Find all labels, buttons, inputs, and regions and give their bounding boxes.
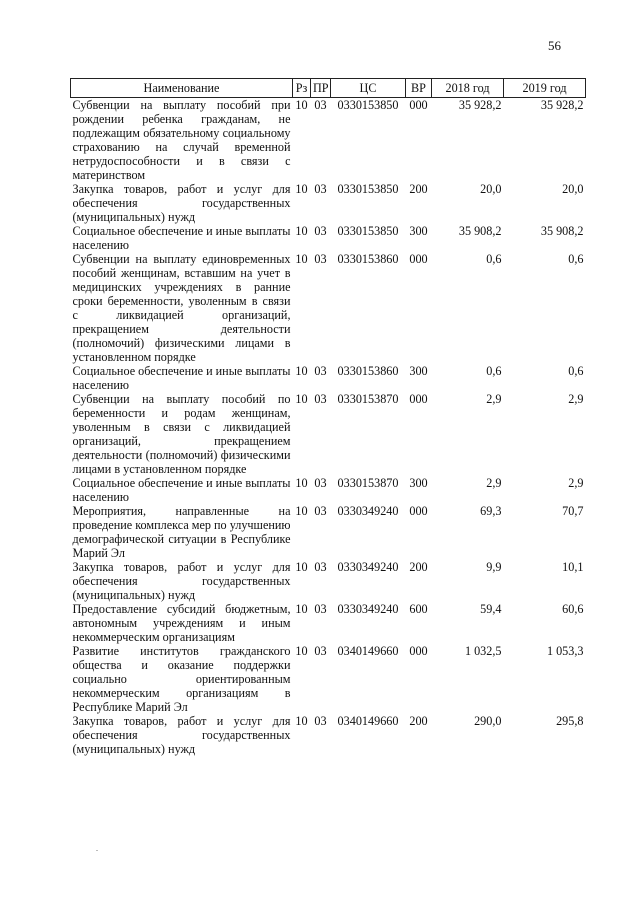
cell-vr: 200 xyxy=(409,560,428,574)
cell-rz: 10 xyxy=(295,714,308,728)
cell-pr: 03 xyxy=(314,252,327,266)
cell-pr: 03 xyxy=(314,224,327,238)
cell-cs: 0330153860 xyxy=(337,364,399,378)
header-rz: Рз xyxy=(293,79,311,98)
cell-y2018: 35 908,2 xyxy=(458,224,502,238)
table-row xyxy=(71,182,586,224)
cell-cs: 0330153850 xyxy=(337,98,399,112)
cell-cs: 0330153870 xyxy=(337,476,399,490)
cell-y2019: 0,6 xyxy=(568,252,584,266)
cell-pr: 03 xyxy=(314,182,327,196)
cell-vr: 600 xyxy=(409,602,428,616)
cell-vr: 000 xyxy=(409,392,428,406)
cell-name: Социальное обеспечение и иные выплаты населению xyxy=(72,224,291,252)
cell-pr: 03 xyxy=(314,644,327,658)
cell-y2019: 70,7 xyxy=(562,504,584,518)
cell-y2018: 69,3 xyxy=(480,504,502,518)
header-vr: ВР xyxy=(406,79,432,98)
cell-y2018: 1 032,5 xyxy=(464,644,502,658)
table-row xyxy=(71,224,586,252)
cell-y2018: 20,0 xyxy=(480,182,502,196)
cell-pr: 03 xyxy=(314,392,327,406)
header-2018: 2018 год xyxy=(432,79,504,98)
table-row xyxy=(71,364,586,392)
table-row xyxy=(71,392,586,476)
cell-pr: 03 xyxy=(314,602,327,616)
scan-speck xyxy=(96,850,98,851)
cell-y2018: 290,0 xyxy=(474,714,502,728)
cell-name: Субвенции на выплату единовременных пособий женщинам, вставшим на учет в медицинских учреждениях в ранние сроки беременности, уволенным в связи с ликвидацией организаций, прекращением деятельности (полномочий) физическими лицами в установленном порядке xyxy=(72,252,291,364)
cell-y2019: 20,0 xyxy=(562,182,584,196)
header-name: Наименование xyxy=(71,79,293,98)
cell-name: Закупка товаров, работ и услуг для обеспечения государственных (муниципальных) нужд xyxy=(72,182,291,224)
cell-pr: 03 xyxy=(314,364,327,378)
cell-y2019: 10,1 xyxy=(562,560,584,574)
cell-y2019: 2,9 xyxy=(568,392,584,406)
cell-vr: 000 xyxy=(409,504,428,518)
header-pr: ПР xyxy=(311,79,331,98)
table-row xyxy=(71,476,586,504)
cell-y2018: 9,9 xyxy=(486,560,502,574)
cell-name: Закупка товаров, работ и услуг для обеспечения государственных (муниципальных) нужд xyxy=(72,714,291,756)
table-row xyxy=(71,504,586,560)
cell-rz: 10 xyxy=(295,504,308,518)
cell-rz: 10 xyxy=(295,476,308,490)
cell-cs: 0330349240 xyxy=(337,602,399,616)
table-row xyxy=(71,98,586,183)
cell-y2018: 0,6 xyxy=(486,252,502,266)
page-number: 56 xyxy=(548,38,561,53)
cell-name: Субвенции на выплату пособий при рождении ребенка гражданам, не подлежащим обязательному социальному страхованию на случай временной нетрудоспособности и в связи с материнством xyxy=(72,98,291,182)
cell-y2018: 2,9 xyxy=(486,392,502,406)
cell-cs: 0330153870 xyxy=(337,392,399,406)
cell-pr: 03 xyxy=(314,476,327,490)
cell-y2019: 2,9 xyxy=(568,476,584,490)
cell-rz: 10 xyxy=(295,98,308,112)
cell-name: Социальное обеспечение и иные выплаты населению xyxy=(72,476,291,504)
cell-vr: 300 xyxy=(409,476,428,490)
cell-vr: 000 xyxy=(409,644,428,658)
cell-name: Социальное обеспечение и иные выплаты населению xyxy=(72,364,291,392)
cell-name: Предоставление субсидий бюджетным, автономным учреждениям и иным некоммерческим организациям xyxy=(72,602,291,644)
table-row xyxy=(71,644,586,714)
cell-name: Субвенции на выплату пособий по беременности и родам женщинам, уволенным в связи с ликвидацией организаций, прекращением деятельности (полномочий) физическими лицами в установленном порядке xyxy=(72,392,291,476)
header-2019: 2019 год xyxy=(504,79,586,98)
cell-cs: 0330349240 xyxy=(337,560,399,574)
cell-y2019: 1 053,3 xyxy=(546,644,584,658)
cell-y2019: 35 928,2 xyxy=(540,98,584,112)
cell-y2018: 0,6 xyxy=(486,364,502,378)
cell-rz: 10 xyxy=(295,364,308,378)
cell-y2018: 59,4 xyxy=(480,602,502,616)
cell-y2019: 35 908,2 xyxy=(540,224,584,238)
cell-vr: 000 xyxy=(409,252,428,266)
cell-name: Закупка товаров, работ и услуг для обеспечения государственных (муниципальных) нужд xyxy=(72,560,291,602)
cell-rz: 10 xyxy=(295,560,308,574)
table-row xyxy=(71,560,586,602)
cell-vr: 300 xyxy=(409,224,428,238)
table-row xyxy=(71,602,586,644)
cell-vr: 200 xyxy=(409,714,428,728)
cell-name: Развитие институтов гражданского общества и оказание поддержки социально ориентированным некоммерческим организациям в Республике Марий Эл xyxy=(72,644,291,714)
cell-pr: 03 xyxy=(314,504,327,518)
cell-rz: 10 xyxy=(295,644,308,658)
table-header xyxy=(71,79,586,98)
cell-cs: 0340149660 xyxy=(337,714,399,728)
cell-y2018: 2,9 xyxy=(486,476,502,490)
cell-y2018: 35 928,2 xyxy=(458,98,502,112)
cell-cs: 0330153860 xyxy=(337,252,399,266)
cell-vr: 200 xyxy=(409,182,428,196)
cell-rz: 10 xyxy=(295,224,308,238)
table-body xyxy=(71,98,586,757)
header-cs: ЦС xyxy=(331,79,406,98)
cell-cs: 0330153850 xyxy=(337,182,399,196)
cell-cs: 0330153850 xyxy=(337,224,399,238)
cell-vr: 300 xyxy=(409,364,428,378)
cell-rz: 10 xyxy=(295,602,308,616)
cell-y2019: 60,6 xyxy=(562,602,584,616)
cell-pr: 03 xyxy=(314,560,327,574)
cell-cs: 0340149660 xyxy=(337,644,399,658)
table-row xyxy=(71,714,586,756)
cell-pr: 03 xyxy=(314,714,327,728)
cell-name: Мероприятия, направленные на проведение комплекса мер по улучшению демографической ситуации в Республике Марий Эл xyxy=(72,504,291,560)
cell-rz: 10 xyxy=(295,392,308,406)
cell-rz: 10 xyxy=(295,182,308,196)
cell-vr: 000 xyxy=(409,98,428,112)
table-row xyxy=(71,252,586,364)
cell-y2019: 0,6 xyxy=(568,364,584,378)
cell-cs: 0330349240 xyxy=(337,504,399,518)
cell-y2019: 295,8 xyxy=(556,714,584,728)
cell-rz: 10 xyxy=(295,252,308,266)
budget-table xyxy=(70,78,586,756)
cell-pr: 03 xyxy=(314,98,327,112)
